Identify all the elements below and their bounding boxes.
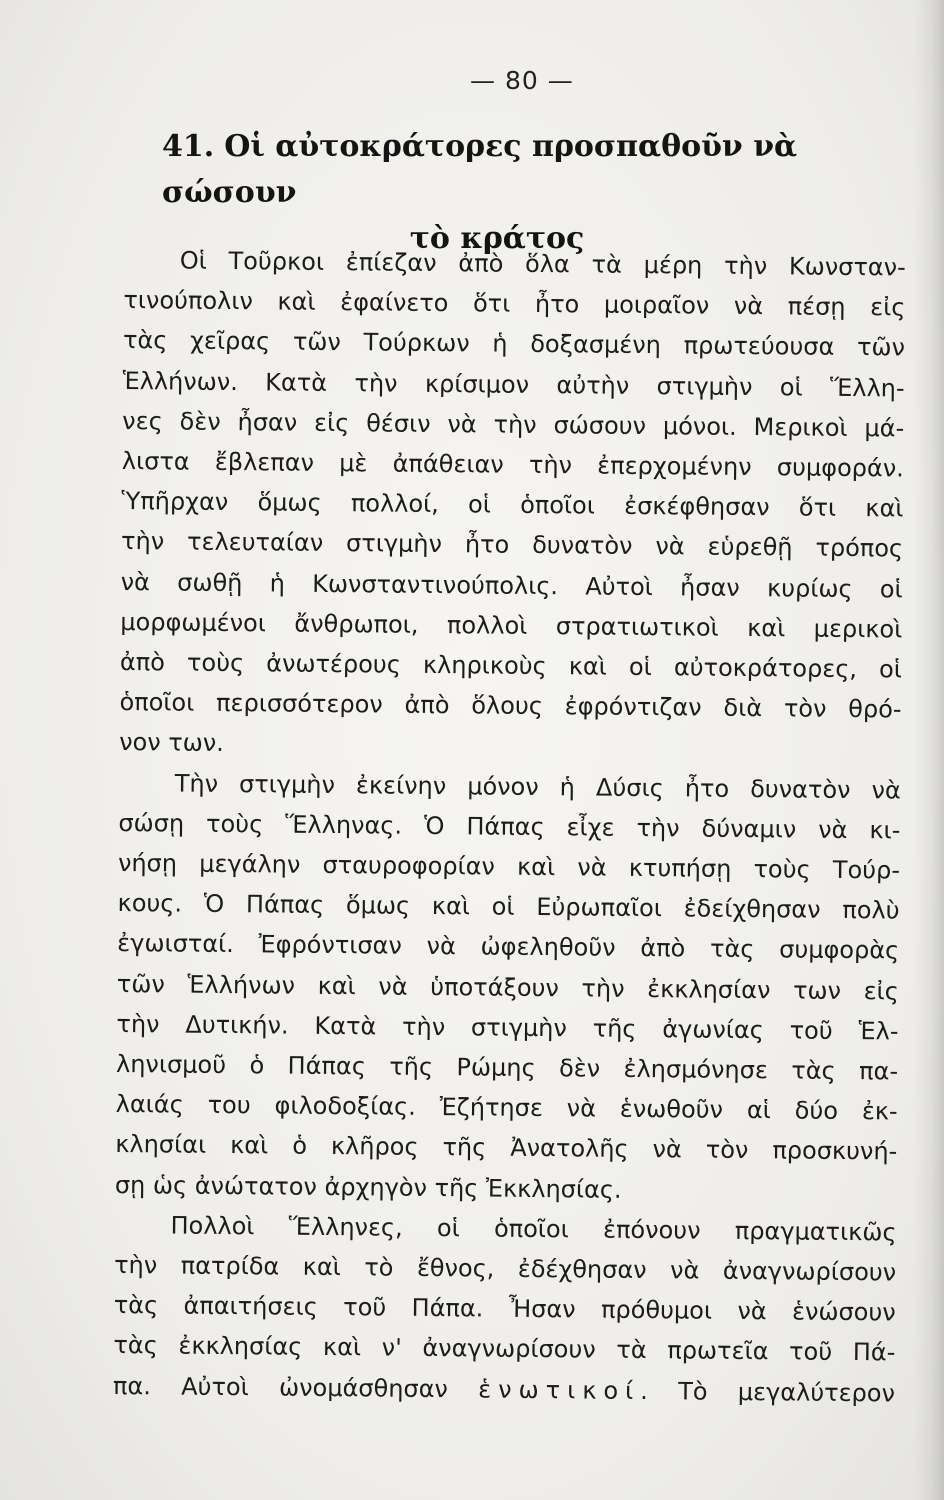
spaced-term: ἑνωτικοί bbox=[478, 1375, 641, 1405]
text-line: τὴν Δυτικήν. Κατὰ τὴν στιγμὴν τῆς ἀγωνίας τοῦ Ἑλ- bbox=[116, 1009, 899, 1046]
text-line: νήσῃ μεγάλην σταυροφορίαν καὶ νὰ κτυπήσῃ τοὺς Τούρ- bbox=[117, 849, 901, 885]
text-fragment: πα. Αὐτοὶ ὠνομάσθησαν bbox=[112, 1371, 479, 1404]
text-fragment: . Τὸ μεγαλύτερον bbox=[640, 1376, 896, 1408]
text-line: ὁποῖοι περισσότερον ἀπὸ ὅλους ἐφρόντιζαν διὰ τὸν θρό- bbox=[119, 688, 902, 724]
body-text bbox=[113, 240, 906, 1413]
paragraph-3 bbox=[113, 1205, 897, 1414]
section-title-line-2: τὸ κράτος bbox=[409, 221, 585, 256]
text-line: τὰς ἐκκλησίας καὶ ν' ἀναγνωρίσουν τὰ πρωτεῖα τοῦ Πά- bbox=[113, 1331, 896, 1367]
text-line: κους. Ὁ Πάπας ὅμως καὶ οἱ Εὐρωπαῖοι ἐδείχθησαν πολὺ bbox=[117, 889, 900, 925]
text-line: ἀπὸ τοὺς ἀνωτέρους κληρικοὺς καὶ οἱ αὐτοκράτορες, οἱ bbox=[119, 648, 903, 684]
text-line: τὰς χεῖρας τῶν Τούρκων ἡ δοξασμένη πρωτεύουσα τῶν bbox=[122, 326, 906, 362]
text-line: Τὴν στιγμὴν ἐκείνην μόνον ἡ Δύσις ἦτο δυνατὸν νὰ bbox=[174, 769, 901, 805]
text-line: λαιάς του φιλοδοξίας. Ἐζήτησε νὰ ἑνωθοῦν αἱ δύο ἐκ- bbox=[115, 1090, 898, 1126]
text-line: τὴν πατρίδα καὶ τὸ ἔθνος, ἐδέχθησαν νὰ ἀναγνωρίσουν bbox=[114, 1251, 897, 1287]
text-line: σώσῃ τοὺς Ἕλληνας. Ὁ Πάπας εἶχε τὴν δύναμιν νὰ κι- bbox=[118, 808, 901, 845]
section-number: 41. bbox=[162, 129, 215, 164]
text-line bbox=[113, 1366, 895, 1414]
text-line: μορφωμένοι ἄνθρωποι, πολλοὶ στρατιωτικοὶ καὶ μερικοὶ bbox=[120, 607, 903, 644]
text-line: σῃ ὡς ἀνώτατον ἀρχηγὸν τῆς Ἐκκλησίας. bbox=[114, 1170, 622, 1204]
text-line: Ἑλλήνων. Κατὰ τὴν κρίσιμον αὐτὴν στιγμὴν οἱ Ἕλλη- bbox=[122, 366, 905, 403]
text-line: ληνισμοῦ ὁ Πάπας τῆς Ρώμης δὲν ἐλησμόνησε τὰς πα- bbox=[115, 1050, 899, 1086]
text-line: Οἱ Τοῦρκοι ἐπίεζαν ἀπὸ ὅλα τὰ μέρη τὴν Κωνσταν- bbox=[179, 246, 906, 282]
text-line: τὴν τελευταίαν στιγμὴν ἦτο δυνατὸν νὰ εὑρεθῇ τρόπος bbox=[120, 527, 904, 563]
paragraph-1 bbox=[119, 240, 906, 770]
text-line: νὰ σωθῇ ἡ Κωνσταντινούπολις. Αὐτοὶ ἦσαν κυρίως οἱ bbox=[120, 567, 903, 604]
paragraph-2 bbox=[115, 763, 901, 1213]
section-title-line-1: Οἱ αὐτοκράτορες προσπαθοῦν νὰ σώσουν bbox=[162, 129, 798, 210]
text-line: Ὑπῆρχαν ὅμως πολλοί, οἱ ὁποῖοι ἐσκέφθησαν ὅτι καὶ bbox=[121, 487, 904, 523]
text-line: κλησίαι καὶ ὁ κλῆρος τῆς Ἀνατολῆς νὰ τὸν προσκυνή- bbox=[115, 1130, 898, 1166]
text-line: τινούπολιν καὶ ἐφαίνετο ὅτι ἦτο μοιραῖον νὰ πέσῃ εἰς bbox=[123, 286, 906, 322]
text-line: λιστα ἔβλεπαν μὲ ἀπάθειαν τὴν ἐπερχομένην συμφοράν. bbox=[121, 447, 904, 483]
text-line: ἐγωισταί. Ἐφρόντισαν νὰ ὠφεληθοῦν ἀπὸ τὰς συμφορὰς bbox=[117, 929, 900, 965]
text-line: τῶν Ἑλλήνων καὶ νὰ ὑποτάξουν τὴν ἐκκλησίαν των εἰς bbox=[116, 969, 899, 1006]
text-line: νες δὲν ἦσαν εἰς θέσιν νὰ τὴν σώσουν μόνοι. Μερικοὶ μά- bbox=[122, 406, 905, 443]
page-number: — 80 — bbox=[470, 66, 574, 95]
text-line: τὰς ἀπαιτήσεις τοῦ Πάπα. Ἦσαν πρόθυμοι νὰ ἑνώσουν bbox=[113, 1291, 896, 1327]
text-line: νον των. bbox=[119, 728, 225, 758]
text-line: Πολλοὶ Ἕλληνες, οἱ ὁποῖοι ἐπόνουν πραγματικῶς bbox=[170, 1211, 897, 1247]
